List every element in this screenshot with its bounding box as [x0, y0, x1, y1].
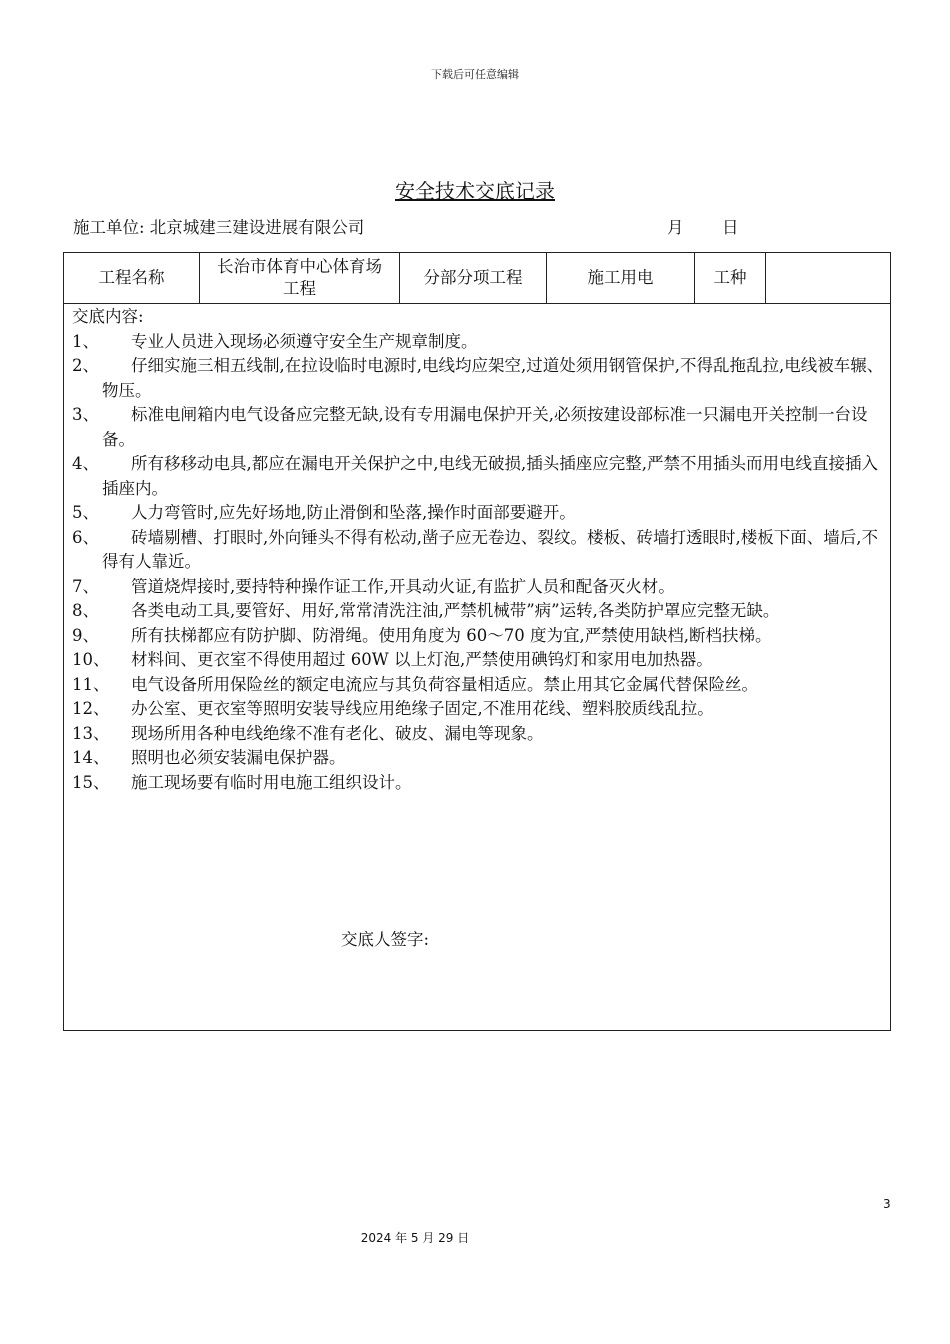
trade-label: 工种	[695, 253, 766, 303]
item-number: 3、	[72, 405, 99, 424]
item-list	[72, 330, 884, 796]
item-number: 1、	[72, 331, 99, 351]
list-item	[72, 452, 884, 501]
date-month: 月	[667, 218, 684, 237]
item-number: 5、	[72, 503, 99, 522]
content-area	[72, 305, 884, 795]
item-number: 9、	[72, 625, 99, 645]
item-number: 11、	[72, 674, 110, 694]
item-number: 14、	[72, 748, 110, 767]
item-text: 人力弯管时,应先好场地,防止滑倒和坠落,操作时面部要避开。	[131, 503, 576, 522]
item-text: 现场所用各种电线绝缘不准有老化、破皮、漏电等现象。	[131, 723, 544, 743]
list-item	[72, 648, 884, 673]
content-label: 交底内容:	[72, 307, 144, 326]
header-note: 下载后可任意编辑	[431, 68, 519, 81]
date-day: 日	[722, 218, 739, 237]
item-text: 标准电闸箱内电气设备应完整无缺,设有专用漏电保护开关,必须按建设部标准一只漏电开关控制一台设备。	[102, 405, 868, 449]
item-text: 施工现场要有临时用电施工组织设计。	[131, 772, 412, 792]
date-line	[667, 214, 739, 238]
item-text: 电气设备所用保险丝的额定电流应与其负荷容量相适应。禁止用其它金属代替保险丝。	[131, 674, 758, 694]
item-text: 管道烧焊接时,要持特种操作证工作,开具动火证,有监扩人员和配备灭火材。	[131, 576, 675, 596]
project-name-value: 长治市体育中心体育场工程	[200, 253, 400, 303]
item-text: 所有移移动电具,都应在漏电开关保护之中,电线无破损,插头插座应完整,严禁不用插头而用电线直接插入插座内。	[102, 454, 878, 498]
list-item	[72, 697, 884, 722]
item-text: 仔细实施三相五线制,在拉设临时电源时,电线均应架空,过道处须用钢管保护,不得乱拖乱拉,电线被车辗、物压。	[102, 356, 884, 400]
list-item	[72, 403, 884, 452]
list-item	[72, 330, 884, 355]
project-name-label: 工程名称	[64, 253, 200, 303]
document-title: 安全技术交底记录	[395, 179, 555, 203]
sub-project-label: 分部分项工程	[400, 253, 547, 303]
trade-value	[766, 253, 890, 303]
list-item	[72, 599, 884, 624]
item-number: 2、	[72, 356, 99, 375]
item-text: 各类电动工具,要管好、用好,常常清洗注油,严禁机械带”病”运转,各类防护罩应完整无缺。	[131, 601, 780, 620]
item-number: 6、	[72, 527, 99, 547]
item-number: 12、	[72, 699, 110, 718]
list-item	[72, 354, 884, 403]
item-text: 照明也必须安装漏电保护器。	[131, 748, 346, 767]
page-number: 3	[883, 1197, 891, 1211]
signature-label: 交底人签字:	[341, 930, 430, 949]
construction-unit-line: 施工单位: 北京城建三建设进展有限公司	[73, 218, 365, 237]
item-text: 砖墙剔槽、打眼时,外向锤头不得有松动,凿子应无卷边、裂纹。楼板、砖墙打透眼时,楼板下面、墙后,不得有人靠近。	[102, 527, 878, 571]
item-text: 办公室、更衣室等照明安装导线应用绝缘子固定,不准用花线、塑料胶质线乱拉。	[131, 699, 714, 718]
item-number: 4、	[72, 454, 99, 473]
list-item	[72, 526, 884, 575]
item-number: 8、	[72, 601, 99, 620]
sub-project-value: 施工用电	[547, 253, 695, 303]
list-item	[72, 746, 884, 771]
list-item	[72, 575, 884, 600]
record-form	[63, 252, 891, 1031]
list-item	[72, 771, 884, 796]
item-number: 13、	[72, 723, 110, 743]
list-item	[72, 501, 884, 526]
list-item	[72, 673, 884, 698]
footer-date: 2024 年 5 月 29 日	[360, 1231, 470, 1245]
list-item	[72, 722, 884, 747]
item-number: 15、	[72, 772, 110, 792]
item-number: 7、	[72, 576, 99, 596]
item-number: 10、	[72, 650, 110, 669]
list-item	[72, 624, 884, 649]
info-row	[64, 253, 890, 304]
item-text: 专业人员进入现场必须遵守安全生产规章制度。	[131, 331, 478, 351]
item-text: 所有扶梯都应有防护脚、防滑绳。使用角度为 60～70 度为宜,严禁使用缺档,断档扶梯。	[131, 625, 772, 645]
item-text: 材料间、更衣室不得使用超过 60W 以上灯泡,严禁使用碘钨灯和家用电加热器。	[131, 650, 713, 669]
